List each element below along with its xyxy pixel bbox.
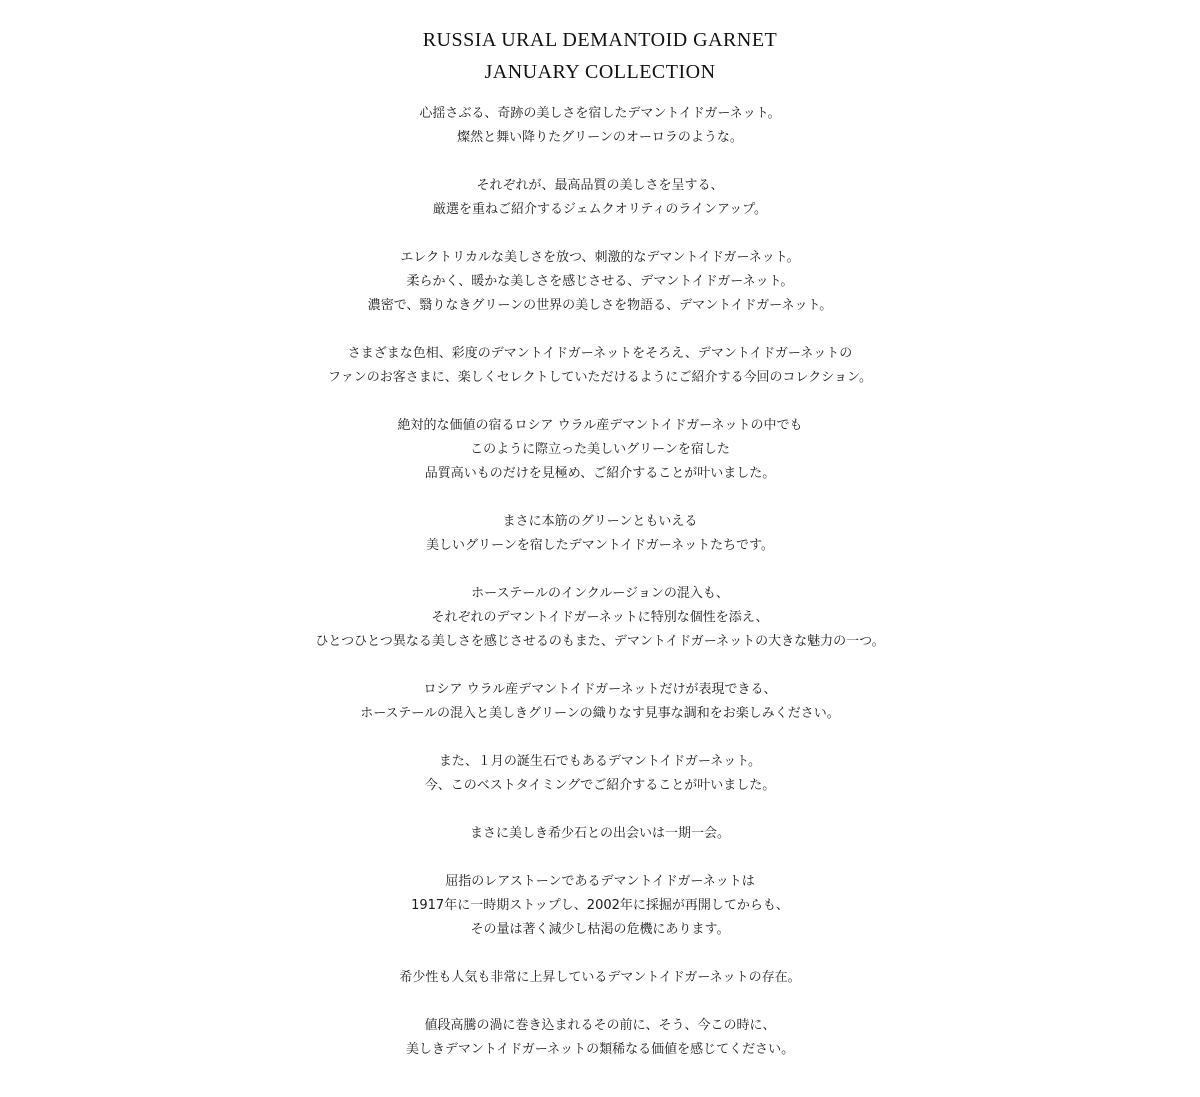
paragraph — [0, 750, 1200, 798]
text-line: 美しいグリーンを宿したデマントイドガーネットたちです。 — [426, 538, 774, 553]
text-line: ファンのお客さまに、楽しくセレクトしていただけるようにご紹介する今回のコレクション。 — [328, 370, 872, 385]
text-line: ホーステールのインクルージョンの混入も、 — [471, 586, 729, 601]
description-body — [0, 102, 1200, 1062]
title-line-2: JANUARY COLLECTION — [484, 61, 716, 83]
collection-title — [0, 24, 1200, 88]
paragraph — [0, 342, 1200, 390]
text-line: エレクトリカルな美しさを放つ、刺激的なデマントイドガーネット。 — [400, 250, 800, 265]
paragraph — [0, 678, 1200, 726]
text-line: まさに美しき希少石との出会いは一期一会。 — [469, 826, 730, 841]
text-line: ホーステールの混入と美しきグリーンの織りなす見事な調和をお楽しみください。 — [360, 706, 840, 721]
paragraph — [0, 414, 1200, 486]
paragraph — [0, 174, 1200, 222]
text-line: ひとつひとつ異なる美しさを感じさせるのもまた、デマントイドガーネットの大きな魅力の一つ。 — [315, 634, 885, 649]
text-line: その量は著く減少し枯渇の危機にあります。 — [470, 922, 730, 937]
text-line: このように際立った美しいグリーンを宿した — [470, 442, 730, 457]
text-line: 濃密で、翳りなきグリーンの世界の美しさを物語る、デマントイドガーネット。 — [367, 298, 833, 313]
text-line: それぞれが、最高品質の美しさを呈する、 — [476, 178, 724, 193]
title-line-1: RUSSIA URAL DEMANTOID GARNET — [422, 29, 778, 51]
text-line: 柔らかく、暖かな美しさを感じさせる、デマントイドガーネット。 — [406, 274, 794, 289]
paragraph — [0, 246, 1200, 318]
text-line: ロシア ウラル産デマントイドガーネットだけが表現できる、 — [423, 682, 777, 697]
text-line: 1917年に一時期ストップし、2002年に採掘が再開してからも、 — [411, 898, 789, 913]
text-line: さまざまな色相、彩度のデマントイドガーネットをそろえ、デマントイドガーネットの — [347, 346, 853, 361]
text-line: まさに本筋のグリーンともいえる — [502, 514, 698, 529]
paragraph — [0, 102, 1200, 150]
text-line: 屈指のレアストーンであるデマントイドガーネットは — [445, 874, 755, 889]
text-line: 厳選を重ねご紹介するジェムクオリティのラインアップ。 — [432, 202, 768, 217]
text-line: 心揺さぶる、奇跡の美しさを宿したデマントイドガーネット。 — [419, 106, 781, 121]
text-line: 希少性も人気も非常に上昇しているデマントイドガーネットの存在。 — [399, 970, 801, 985]
text-line: 値段高騰の渦に巻き込まれるその前に、そう、今この時に、 — [424, 1018, 776, 1033]
text-line: 品質高いものだけを見極め、ご紹介することが叶いました。 — [424, 466, 776, 481]
paragraph — [0, 582, 1200, 654]
paragraph — [0, 822, 1200, 846]
paragraph — [0, 870, 1200, 942]
text-line: 絶対的な価値の宿るロシア ウラル産デマントイドガーネットの中でも — [397, 418, 803, 433]
text-line: 今、このベストタイミングでご紹介することが叶いました。 — [424, 778, 776, 793]
text-line: 燦然と舞い降りたグリーンのオーロラのような。 — [457, 130, 743, 145]
text-line: それぞれのデマントイドガーネットに特別な個性を添え、 — [431, 610, 769, 625]
text-line: また、１月の誕生石でもあるデマントイドガーネット。 — [438, 754, 762, 769]
paragraph — [0, 1014, 1200, 1062]
paragraph — [0, 966, 1200, 990]
paragraph — [0, 510, 1200, 558]
text-line: 美しきデマントイドガーネットの類稀なる価値を感じてください。 — [405, 1042, 795, 1057]
